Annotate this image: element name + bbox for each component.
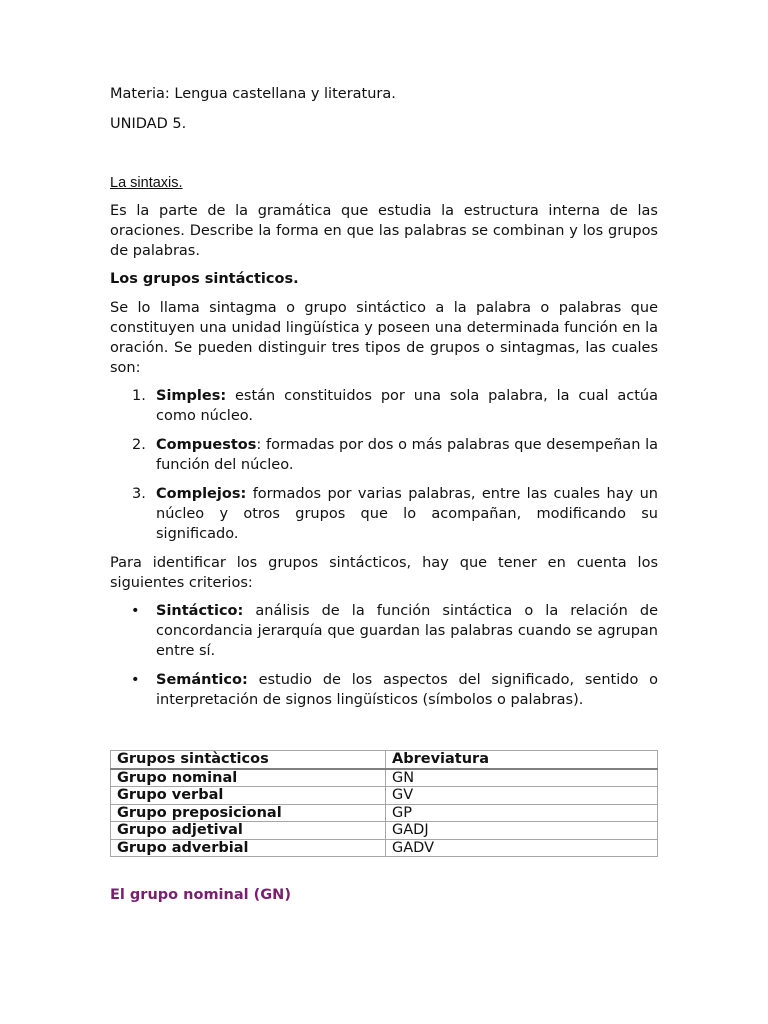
table-cell: Grupo adjetival [111,822,386,840]
list-item-text [156,386,658,426]
table-cell: GP [386,804,658,822]
groups-table [110,750,658,857]
list-term: Compuestos [156,437,257,453]
table-cell: GN [386,769,658,787]
list-term: Simples: [156,388,227,404]
list-desc: análisis de la función sintáctica o la relación de concordancia jerarquía que guardan las palabras cuando se agrupan entre sí. [156,603,658,659]
list-item-text [156,435,658,475]
list-item-text [156,484,658,544]
table-cell: Grupo preposicional [111,804,386,822]
table-header-row [111,751,658,769]
table-row [111,839,658,857]
subject-line: Materia: Lengua castellana y literatura. [110,86,396,102]
list-desc: formados por varias palabras, entre las cuales hay un núcleo y otros grupos que lo acompañan, modificando su significado. [156,486,658,542]
table-row [111,787,658,805]
list-desc: : formadas por dos o más palabras que desempeñan la función del núcleo. [156,437,658,473]
list-number: 2. [132,437,146,453]
groups-intro: Se lo llama sintagma o grupo sintáctico a la palabra o palabras que constituyen una unidad lingüística y poseen una determinada función en la oración. Se pueden distinguir tres tipos de grupos o sintagmas, las cuales son: [110,300,658,376]
table-header-cell: Abreviatura [386,751,658,769]
table-row [111,804,658,822]
table-header-cell: Grupos sintàcticos [111,751,386,769]
table-cell: GV [386,787,658,805]
list-number: 3. [132,486,146,502]
list-desc: están constituidos por una sola palabra, la cual actúa como núcleo. [156,388,658,424]
list-number: 1. [132,388,146,404]
table-cell: Grupo nominal [111,769,386,787]
list-term: Complejos: [156,486,247,502]
list-item-text [156,670,658,710]
table-cell: Grupo adverbial [111,839,386,857]
criteria-intro: Para identificar los grupos sintácticos, hay que tener en cuenta los siguientes criterios: [110,555,658,591]
list-desc: estudio de los aspectos del significado, sentido o interpretación de signos lingüísticos (símbolos o palabras). [156,672,658,708]
list-term: Semántico: [156,672,248,688]
table-cell: Grupo verbal [111,787,386,805]
bullet-icon: • [131,672,140,688]
syntax-definition: Es la parte de la gramática que estudia la estructura interna de las oraciones. Describe la forma en que las palabras se combinan y los grupos de palabras. [110,203,658,259]
list-item-text [156,601,658,661]
table-row [111,822,658,840]
table-row [111,769,658,787]
table-cell: GADV [386,839,658,857]
unit-line: UNIDAD 5. [110,116,187,132]
table-cell: GADJ [386,822,658,840]
syntax-title: La sintaxis. [110,175,183,191]
groups-heading: Los grupos sintácticos. [110,271,299,287]
bullet-icon: • [131,603,140,619]
list-term: Sintáctico: [156,603,244,619]
section-heading-nominal: El grupo nominal (GN) [110,887,291,903]
